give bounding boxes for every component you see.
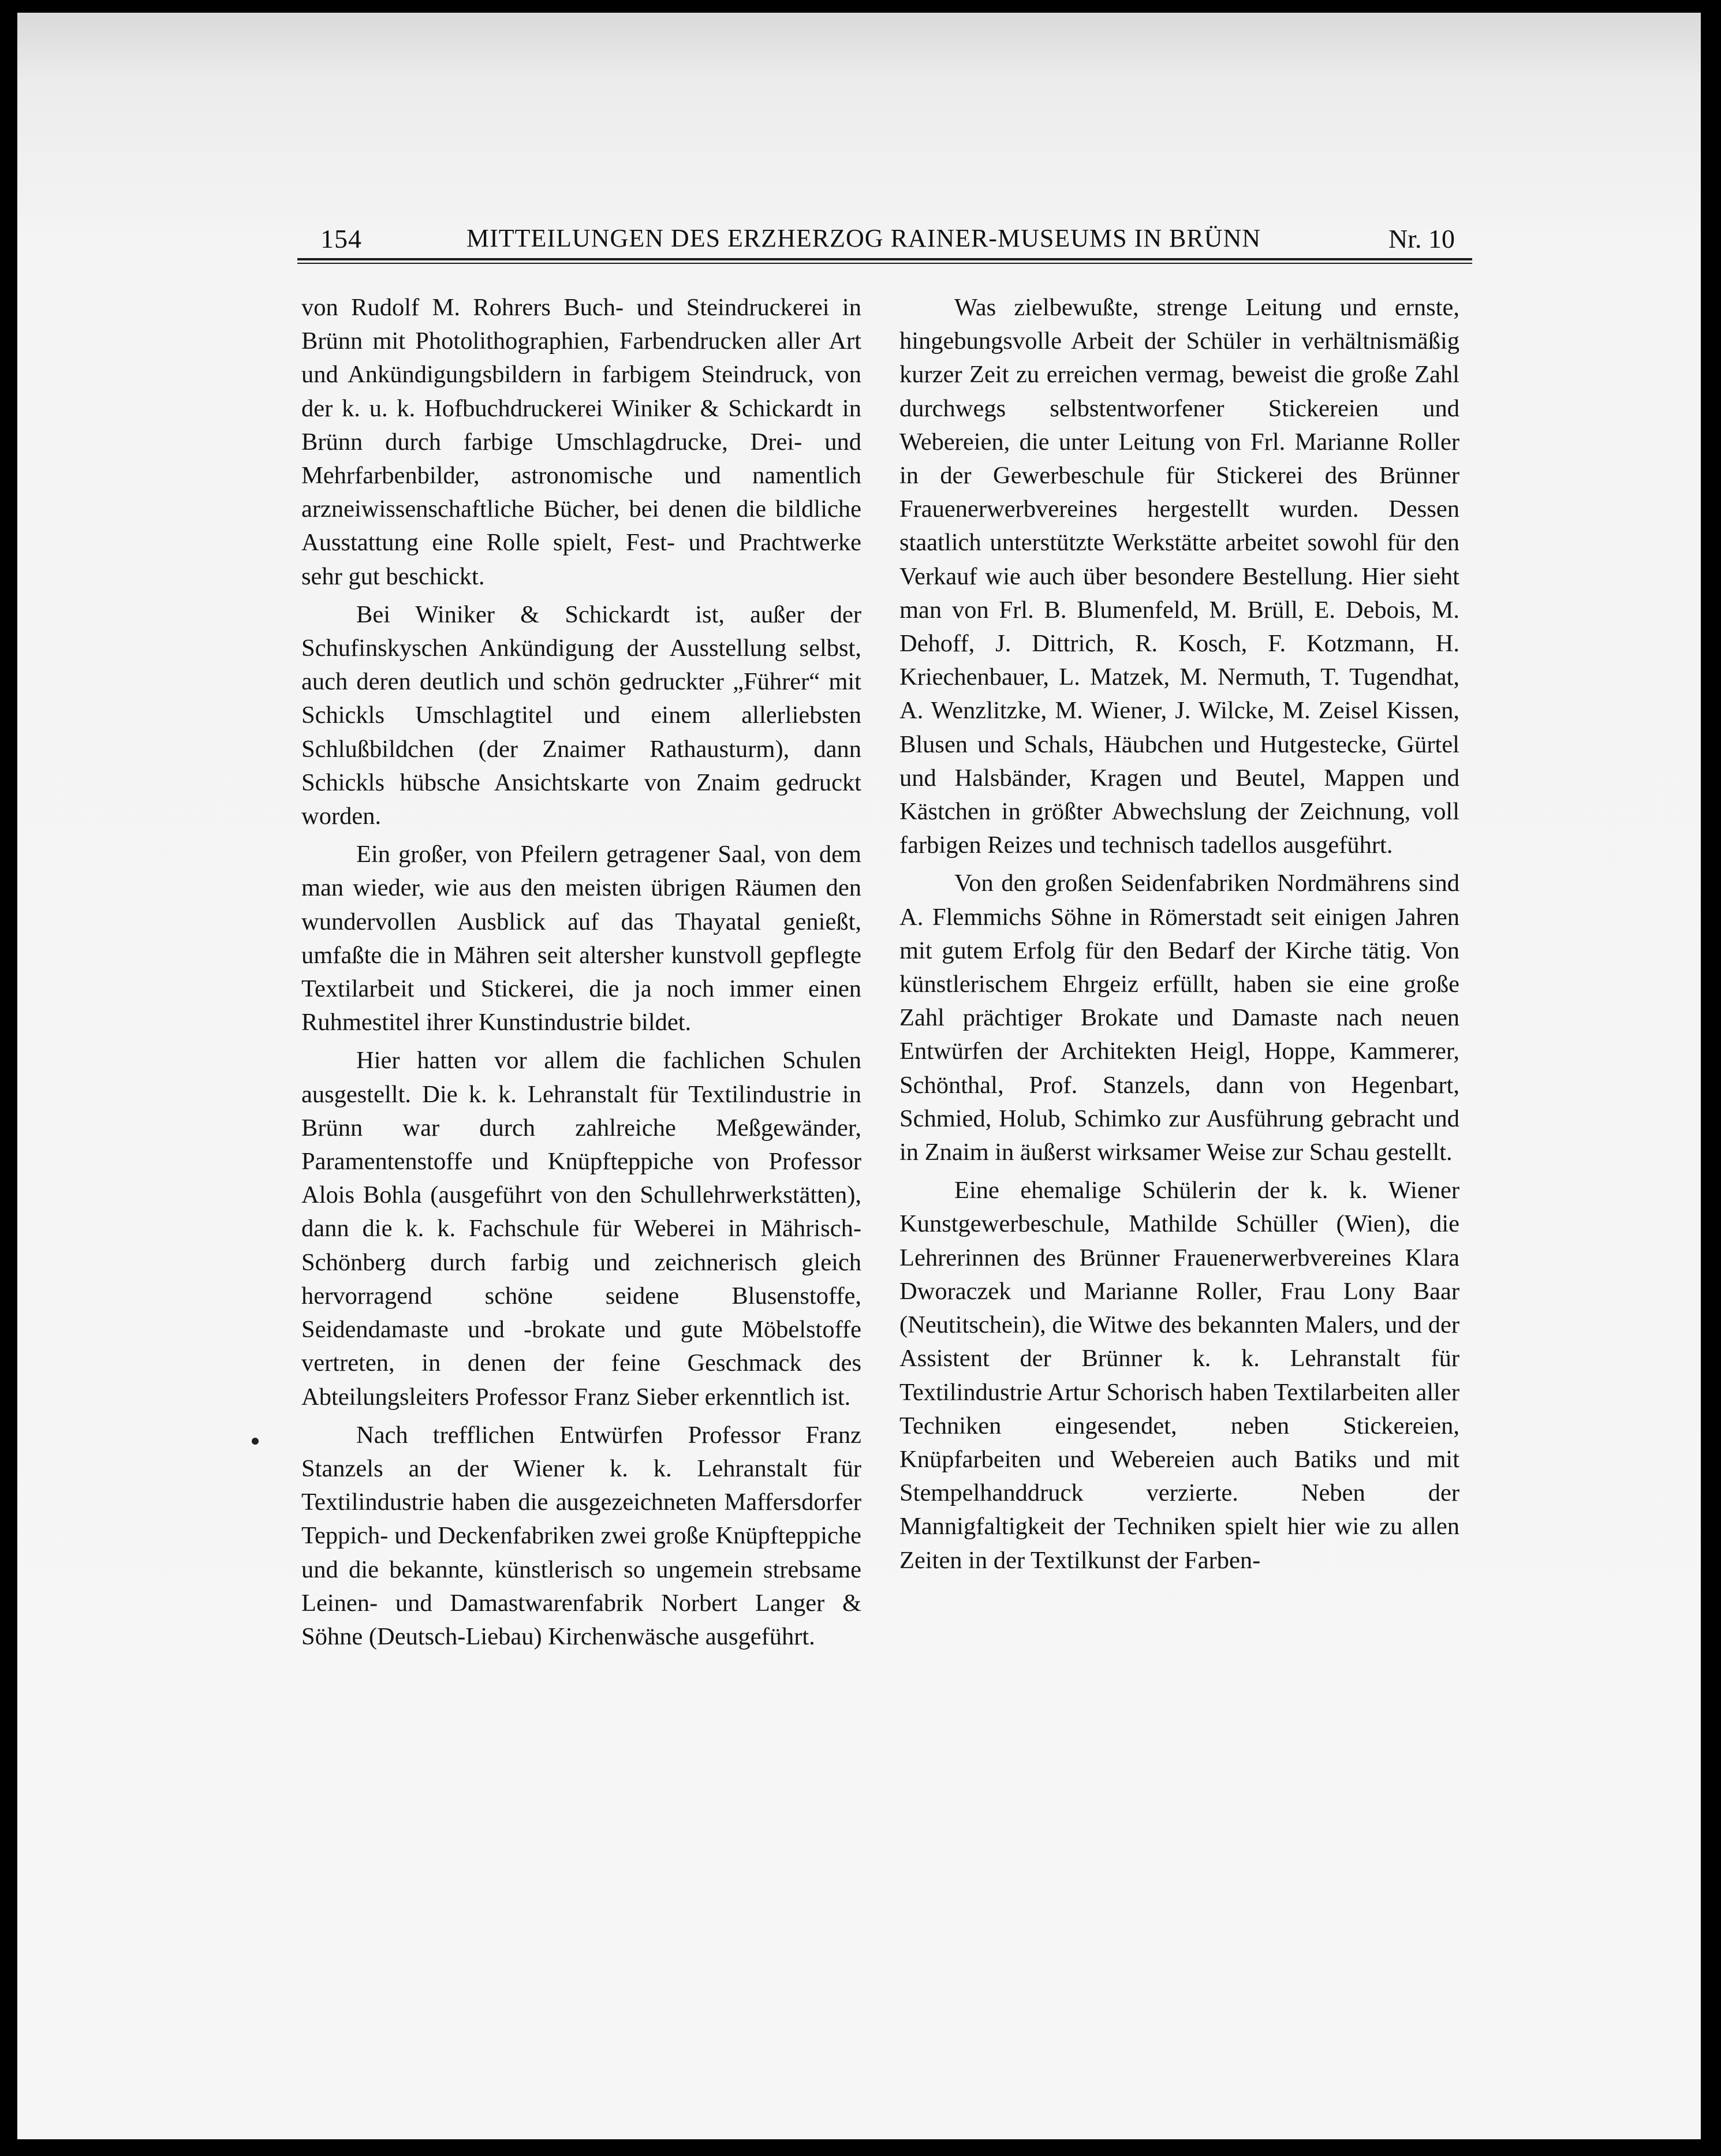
paragraph: Ein großer, von Pfeilern getragener Saal, von dem man wieder, wie aus den meisten übrigen Räumen den wundervollen Ausblick auf das Thayatal genießt, umfaßte die in Mähren seit altersher kunstvoll gepflegte Textilarbeit und Stickerei, die ja noch immer einen Ruhmestitel ihrer Kunstindustrie bildet. [301, 841, 861, 1036]
margin-dot [252, 1438, 259, 1445]
header-rule-thick [297, 258, 1472, 260]
paragraph: Von den großen Seidenfabriken Nordmährens sind A. Flemmichs Söhne in Römerstadt seit einigen Jahren mit gutem Erfolg für den Bedarf der Kirche tätig. Von künstlerischem Ehrgeiz erfüllt, haben sie eine große Zahl prächtiger Brokate und Damaste nach neuen Entwürfen der Architekten Heigl, Hoppe, Kammerer, Schönthal, Prof. Stanzels, dann von Hegenbart, Schmied, Holub, Schimko zur Ausführung gebracht und in Znaim in äußerst wirksamer Weise zur Schau gestellt. [899, 870, 1459, 1166]
running-header [297, 213, 1472, 268]
scanned-page [17, 13, 1701, 2139]
paragraph: Bei Winiker & Schickardt ist, außer der Schufinskyschen Ankündigung der Ausstellung selbst, auch deren deutlich und schön gedruckter „Führer“ mit Schickls Umschlagtitel und einem allerliebsten Schlußbildchen (der Znaimer Rathausturm), dann Schickls hübsche Ansichtskarte von Znaim gedruckt worden. [301, 600, 861, 830]
left-text-column [301, 291, 861, 1654]
issue-number: Nr. 10 [1388, 224, 1455, 253]
paragraph: Hier hatten vor allem die fachlichen Schulen ausgestellt. Die k. k. Lehranstalt für Textilindustrie in Brünn war durch zahlreiche Meßgewänder, Paramentenstoffe und Knüpfteppiche von Professor Alois Bohla (ausgeführt von den Schullehrwerkstätten), dann die k. k. Fachschule für Weberei in Mährisch-Schönberg durch farbig und zeichnerisch gleich hervorragend schöne seidene Blusenstoffe, Seidendamaste und -brokate und gute Möbelstoffe vertreten, in denen der feine Geschmack des Abteilungsleiters Professor Franz Sieber erkenntlich ist. [301, 1047, 861, 1411]
right-text-column [899, 291, 1459, 1577]
paragraph: Nach trefflichen Entwürfen Professor Franz Stanzels an der Wiener k. k. Lehranstalt für Textilindustrie haben die ausgezeichneten Maffersdorfer Teppich- und Deckenfabriken zwei große Knüpfteppiche und die bekannte, künstlerisch so ungemein strebsame Leinen- und Damastwarenfabrik Norbert Langer & Söhne (Deutsch-Liebau) Kirchenwäsche ausgeführt. [301, 1421, 861, 1650]
page-number: 154 [320, 224, 362, 253]
running-title: MITTEILUNGEN DES ERZHERZOG RAINER-MUSEUMS IN BRÜNN [466, 224, 1261, 252]
paragraph: von Rudolf M. Rohrers Buch- und Steindruckerei in Brünn mit Photolithographien, Farbendrucken aller Art und Ankündigungsbildern in farbigem Steindruck, von der k. u. k. Hofbuchdruckerei Winiker & Schickardt in Brünn durch farbige Umschlagdrucke, Drei- und Mehrfarbenbilder, astronomische und namentlich arzneiwissenschaftliche Bücher, bei denen die bildliche Ausstattung eine Rolle spielt, Fest- und Prachtwerke sehr gut beschickt. [301, 294, 861, 590]
paragraph: Was zielbewußte, strenge Leitung und ernste, hingebungsvolle Arbeit der Schüler in verhältnismäßig kurzer Zeit zu erreichen vermag, beweist die große Zahl durchwegs selbstentworfener Stickereien und Webereien, die unter Leitung von Frl. Marianne Roller in der Gewerbeschule für Stickerei des Brünner Frauenerwerbvereines hergestellt wurden. Dessen staatlich unterstützte Werkstätte arbeitet sowohl für den Verkauf wie auch über besondere Bestellung. Hier sieht man von Frl. B. Blumenfeld, M. Brüll, E. Debois, M. Dehoff, J. Dittrich, R. Kosch, F. Kotzmann, H. Kriechenbauer, L. Matzek, M. Nermuth, T. Tugendhat, A. Wenzlitzke, M. Wiener, J. Wilcke, M. Zeisel Kissen, Blusen und Schals, Häubchen und Hutgestecke, Gürtel und Halsbänder, Kragen und Beutel, Mappen und Kästchen in größter Abwechslung der Zeichnung, voll farbigen Reizes und technisch tadellos ausgeführt. [899, 294, 1459, 859]
paragraph: Eine ehemalige Schülerin der k. k. Wiener Kunstgewerbeschule, Mathilde Schüller (Wien), die Lehrerinnen des Brünner Frauenerwerbvereines Klara Dworaczek und Marianne Roller, Frau Lony Baar (Neutitschein), die Witwe des bekannten Malers, und der Assistent der Brünner k. k. Lehranstalt für Textilindustrie Artur Schorisch haben Textilarbeiten aller Techniken eingesendet, neben Stickereien, Knüpfarbeiten und Webereien auch Batiks und mit Stempelhanddruck verzierte. Neben der Mannigfaltigkeit der Techniken spielt hier wie zu allen Zeiten in der Textilkunst der Farben- [899, 1177, 1459, 1574]
header-rule-thin [297, 263, 1472, 264]
